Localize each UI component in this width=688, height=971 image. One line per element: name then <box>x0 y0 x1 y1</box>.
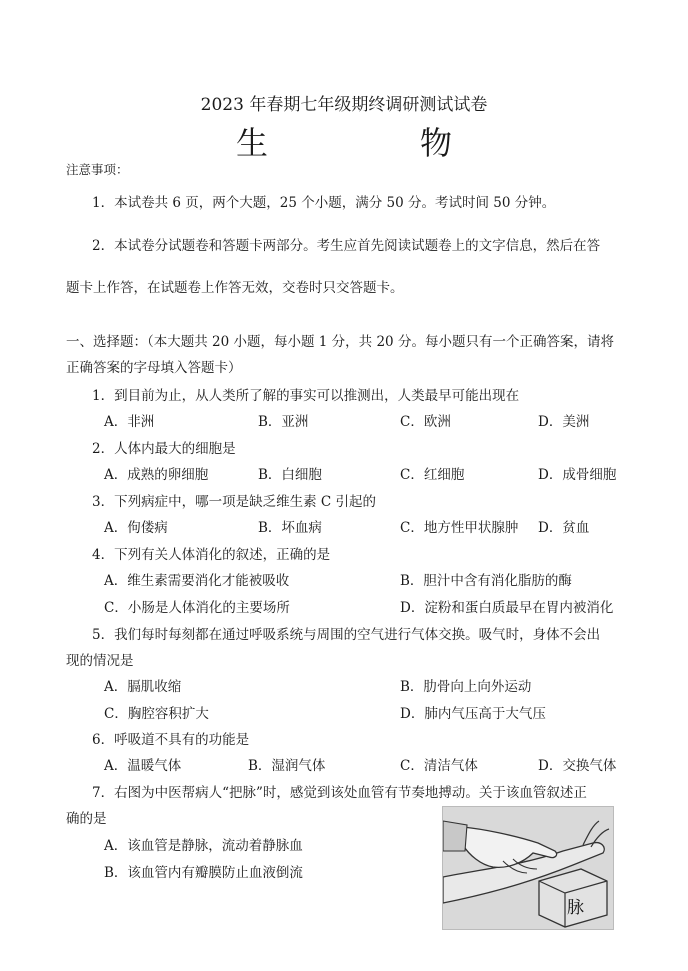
q4-option-a: A．维生素需要消化才能被吸收 <box>104 573 290 589</box>
question-7-stem-line1: 7．右图为中医帮病人“把脉”时，感觉到该处血管有节奏地搏动。关于该血管叙述正 <box>92 785 587 801</box>
section-heading-line2: 正确答案的字母填入答题卡） <box>66 360 242 376</box>
pulse-hand-illustration <box>443 807 613 929</box>
question-1-stem: 1．到目前为止，从人类所了解的事实可以推测出，人类最早可能出现在 <box>92 388 520 404</box>
q1-option-d: D．美洲 <box>538 414 590 430</box>
q7-option-b: B．该血管内有瓣膜防止血液倒流 <box>104 865 303 881</box>
q1-option-c: C．欧洲 <box>400 414 451 430</box>
q4-option-d: D．淀粉和蛋白质最早在胃内被消化 <box>400 600 614 616</box>
q5-option-a: A．膈肌收缩 <box>104 679 182 695</box>
q2-option-d: D．成骨细胞 <box>538 467 617 483</box>
q6-option-d: D．交换气体 <box>538 758 617 774</box>
notes-heading: 注意事项： <box>66 162 129 177</box>
q2-option-c: C．红细胞 <box>400 467 465 483</box>
section-heading-line1: 一、选择题：（本大题共 20 小题，每小题 1 分，共 20 分。每小题只有一个正确答案，请将 <box>66 334 614 350</box>
question-6-stem: 6．呼吸道不具有的功能是 <box>92 732 250 748</box>
note-item-1: 1．本试卷共 6 页，两个大题，25 个小题，满分 50 分。考试时间 50 分钟。 <box>92 195 556 211</box>
subject-title: 生 物 <box>235 124 512 162</box>
q5-option-b: B．肋骨向上向外运动 <box>400 679 532 695</box>
q1-option-a: A．非洲 <box>104 414 155 430</box>
q5-option-c: C．胸腔容积扩大 <box>104 706 209 722</box>
q4-option-c: C．小肠是人体消化的主要场所 <box>104 600 290 616</box>
figure-label: 脉 <box>567 898 584 918</box>
question-4-stem: 4．下列有关人体消化的叙述，正确的是 <box>92 547 331 563</box>
question-5-stem-line1: 5．我们每时每刻都在通过呼吸系统与周围的空气进行气体交换。吸气时，身体不会出 <box>92 627 601 643</box>
q3-option-a: A．佝偻病 <box>104 520 168 536</box>
q5-option-d: D．肺内气压高于大气压 <box>400 706 546 722</box>
note-item-2-line1: 2．本试卷分试题卷和答题卡两部分。考生应首先阅读试题卷上的文字信息，然后在答 <box>92 238 601 254</box>
question-3-stem: 3．下列病症中，哪一项是缺乏维生素 C 引起的 <box>92 494 377 510</box>
q7-option-a: A．该血管是静脉，流动着静脉血 <box>104 838 303 854</box>
note-item-2-line2: 题卡上作答，在试题卷上作答无效，交卷时只交答题卡。 <box>66 280 404 296</box>
q3-option-b: B．坏血病 <box>258 520 322 536</box>
q3-option-c: C．地方性甲状腺肿 <box>400 520 519 536</box>
q6-option-c: C．清洁气体 <box>400 758 478 774</box>
q3-option-d: D．贫血 <box>538 520 590 536</box>
q2-option-b: B．白细胞 <box>258 467 322 483</box>
q6-option-a: A．温暖气体 <box>104 758 182 774</box>
exam-title: 2023 年春期七年级期终调研测试试卷 <box>200 95 488 115</box>
question-5-stem-line2: 现的情况是 <box>66 653 134 669</box>
pulse-taking-figure <box>442 806 614 930</box>
q2-option-a: A．成熟的卵细胞 <box>104 467 209 483</box>
question-7-stem-line2: 确的是 <box>66 811 107 827</box>
q6-option-b: B．湿润气体 <box>248 758 326 774</box>
q4-option-b: B．胆汁中含有消化脂肪的酶 <box>400 573 572 589</box>
q1-option-b: B．亚洲 <box>258 414 309 430</box>
question-2-stem: 2．人体内最大的细胞是 <box>92 441 236 457</box>
